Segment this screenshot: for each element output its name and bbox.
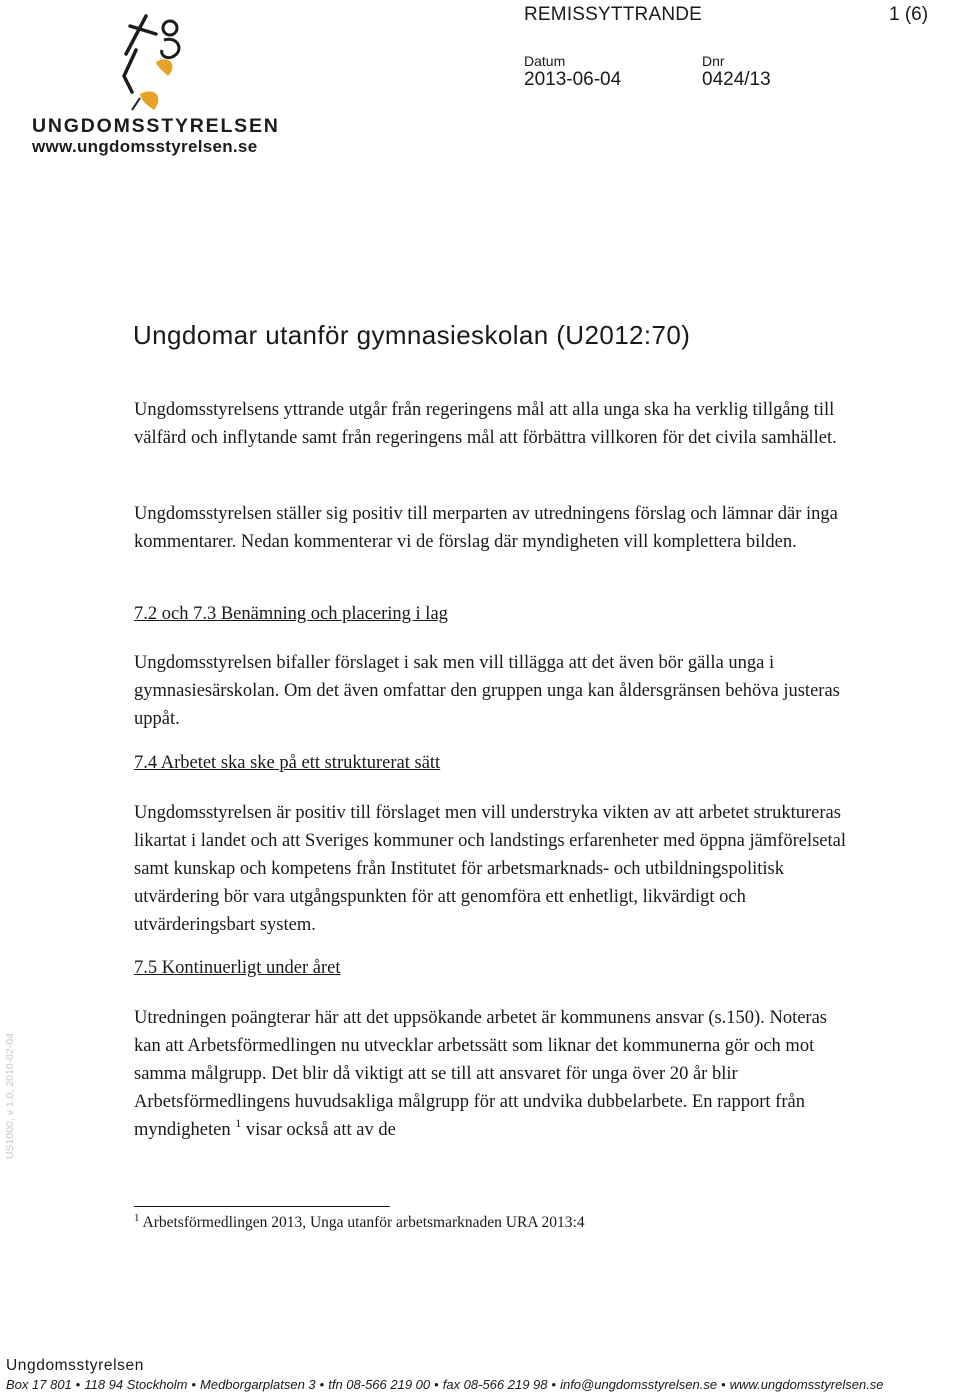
- footnote-text: Arbetsförmedlingen 2013, Unga utanför arbetsmarknaden URA 2013:4: [139, 1214, 585, 1231]
- figure-head-icon: [163, 21, 177, 35]
- footer-address-box: Box 17 801: [6, 1377, 72, 1392]
- bullet-icon: •: [721, 1377, 726, 1392]
- footer-phone: tfn 08-566 219 00: [328, 1377, 431, 1392]
- footer-address-city: 118 94 Stockholm: [84, 1377, 188, 1392]
- intro-paragraph: Ungdomsstyrelsens yttrande utgår från regeringens mål att alla unga ska ha verklig tillgång till välfärd och inflytande samt från regeringens mål att förbättra villkoren för det civila samhället.: [134, 400, 837, 448]
- section-heading-7-5: 7.5 Kontinuerligt under året: [134, 958, 341, 978]
- section-heading-7-2: 7.2 och 7.3 Benämning och placering i lag: [134, 604, 448, 624]
- footnote-divider: [134, 1206, 390, 1207]
- page-number: 1 (6): [889, 4, 929, 25]
- figure-strokes-icon: [124, 16, 156, 92]
- leaf-lower-icon: [140, 91, 158, 110]
- footer-email-link[interactable]: info@ungdomsstyrelsen.se: [560, 1377, 718, 1392]
- dnr-label: Dnr: [702, 53, 725, 69]
- logo-url: www.ungdomsstyrelsen.se: [32, 137, 258, 156]
- document-title: Ungdomar utanför gymnasieskolan (U2012:70): [133, 320, 691, 350]
- dnr-value: 0424/13: [702, 69, 771, 90]
- bullet-icon: •: [191, 1377, 197, 1392]
- bullet-icon: •: [551, 1377, 557, 1392]
- document-type: REMISSYTTRANDE: [524, 4, 703, 25]
- footnote-reference[interactable]: 1: [235, 1116, 242, 1130]
- leaf-upper-icon: [156, 59, 172, 76]
- footnote: [134, 1214, 585, 1232]
- bullet-icon: •: [319, 1377, 325, 1392]
- section-7-5-text: Utredningen poängterar här att det uppsökande arbetet är kommunens ansvar (s.150). Noteras kan att Arbetsförmedlingen nu utvecklar arbetssätt som liknar det kommunerna gör och mot samma målgrupp. Det blir då viktigt att se till att ansvaret för unga över 20 år blir Arbetsförmedlingens huvudsakliga målgrupp för att undvika dubbelarbete. En rapport från myndigheten: [134, 1008, 828, 1140]
- template-code: US1000, v 1.0, 2010-02-04: [4, 1032, 16, 1160]
- section-7-2-paragraph: Ungdomsstyrelsen bifaller förslaget i sak men vill tillägga att det även bör gälla unga i gymnasiesärskolan. Om det även omfattar den gruppen unga kan åldersgränsen behöva justeras uppåt.: [134, 653, 840, 729]
- position-paragraph: Ungdomsstyrelsen ställer sig positiv till merparten av utredningens förslag och lämnar där inga kommentarer. Nedan kommenterar vi de förslag där myndigheten vill komplettera bilden.: [134, 504, 838, 552]
- figure-body-icon: [162, 39, 179, 57]
- ungdomsstyrelsen-logo: [28, 6, 288, 156]
- footer-organization: Ungdomsstyrelsen: [6, 1357, 144, 1374]
- stem-icon: [132, 98, 140, 110]
- footnote-marker: 1: [134, 1212, 140, 1224]
- footer-website-link[interactable]: www.ungdomsstyrelsen.se: [729, 1377, 884, 1392]
- section-7-5-paragraph: [134, 1004, 854, 1144]
- section-7-4-paragraph: Ungdomsstyrelsen är positiv till förslaget men vill understryka vikten av att arbetet struktureras likartat i landet och att Sveriges kommuner och landstings erfarenheter med öppna jämförelsetal samt kunskap och kompetens från Institutet för arbetsmarknads- och utbildningspolitisk utvärdering bör vara utgångspunkten för att genomföra ett enhetligt, likvärdigt och utvärderingsbart system.: [134, 803, 847, 935]
- logo-wordmark: UNGDOMSSTYRELSEN: [32, 115, 280, 137]
- bullet-icon: •: [434, 1377, 439, 1392]
- section-heading-7-4: 7.4 Arbetet ska ske på ett strukturerat sätt: [134, 753, 441, 773]
- footer-fax: fax 08-566 219 98: [442, 1377, 548, 1392]
- bullet-icon: •: [75, 1377, 81, 1392]
- date-value: 2013-06-04: [524, 69, 622, 90]
- footer-contact: [6, 1377, 884, 1392]
- date-label: Datum: [524, 53, 566, 69]
- footer-address-street: Medborgarplatsen 3: [200, 1377, 316, 1392]
- section-7-5-tail: visar också att av de: [241, 1120, 396, 1140]
